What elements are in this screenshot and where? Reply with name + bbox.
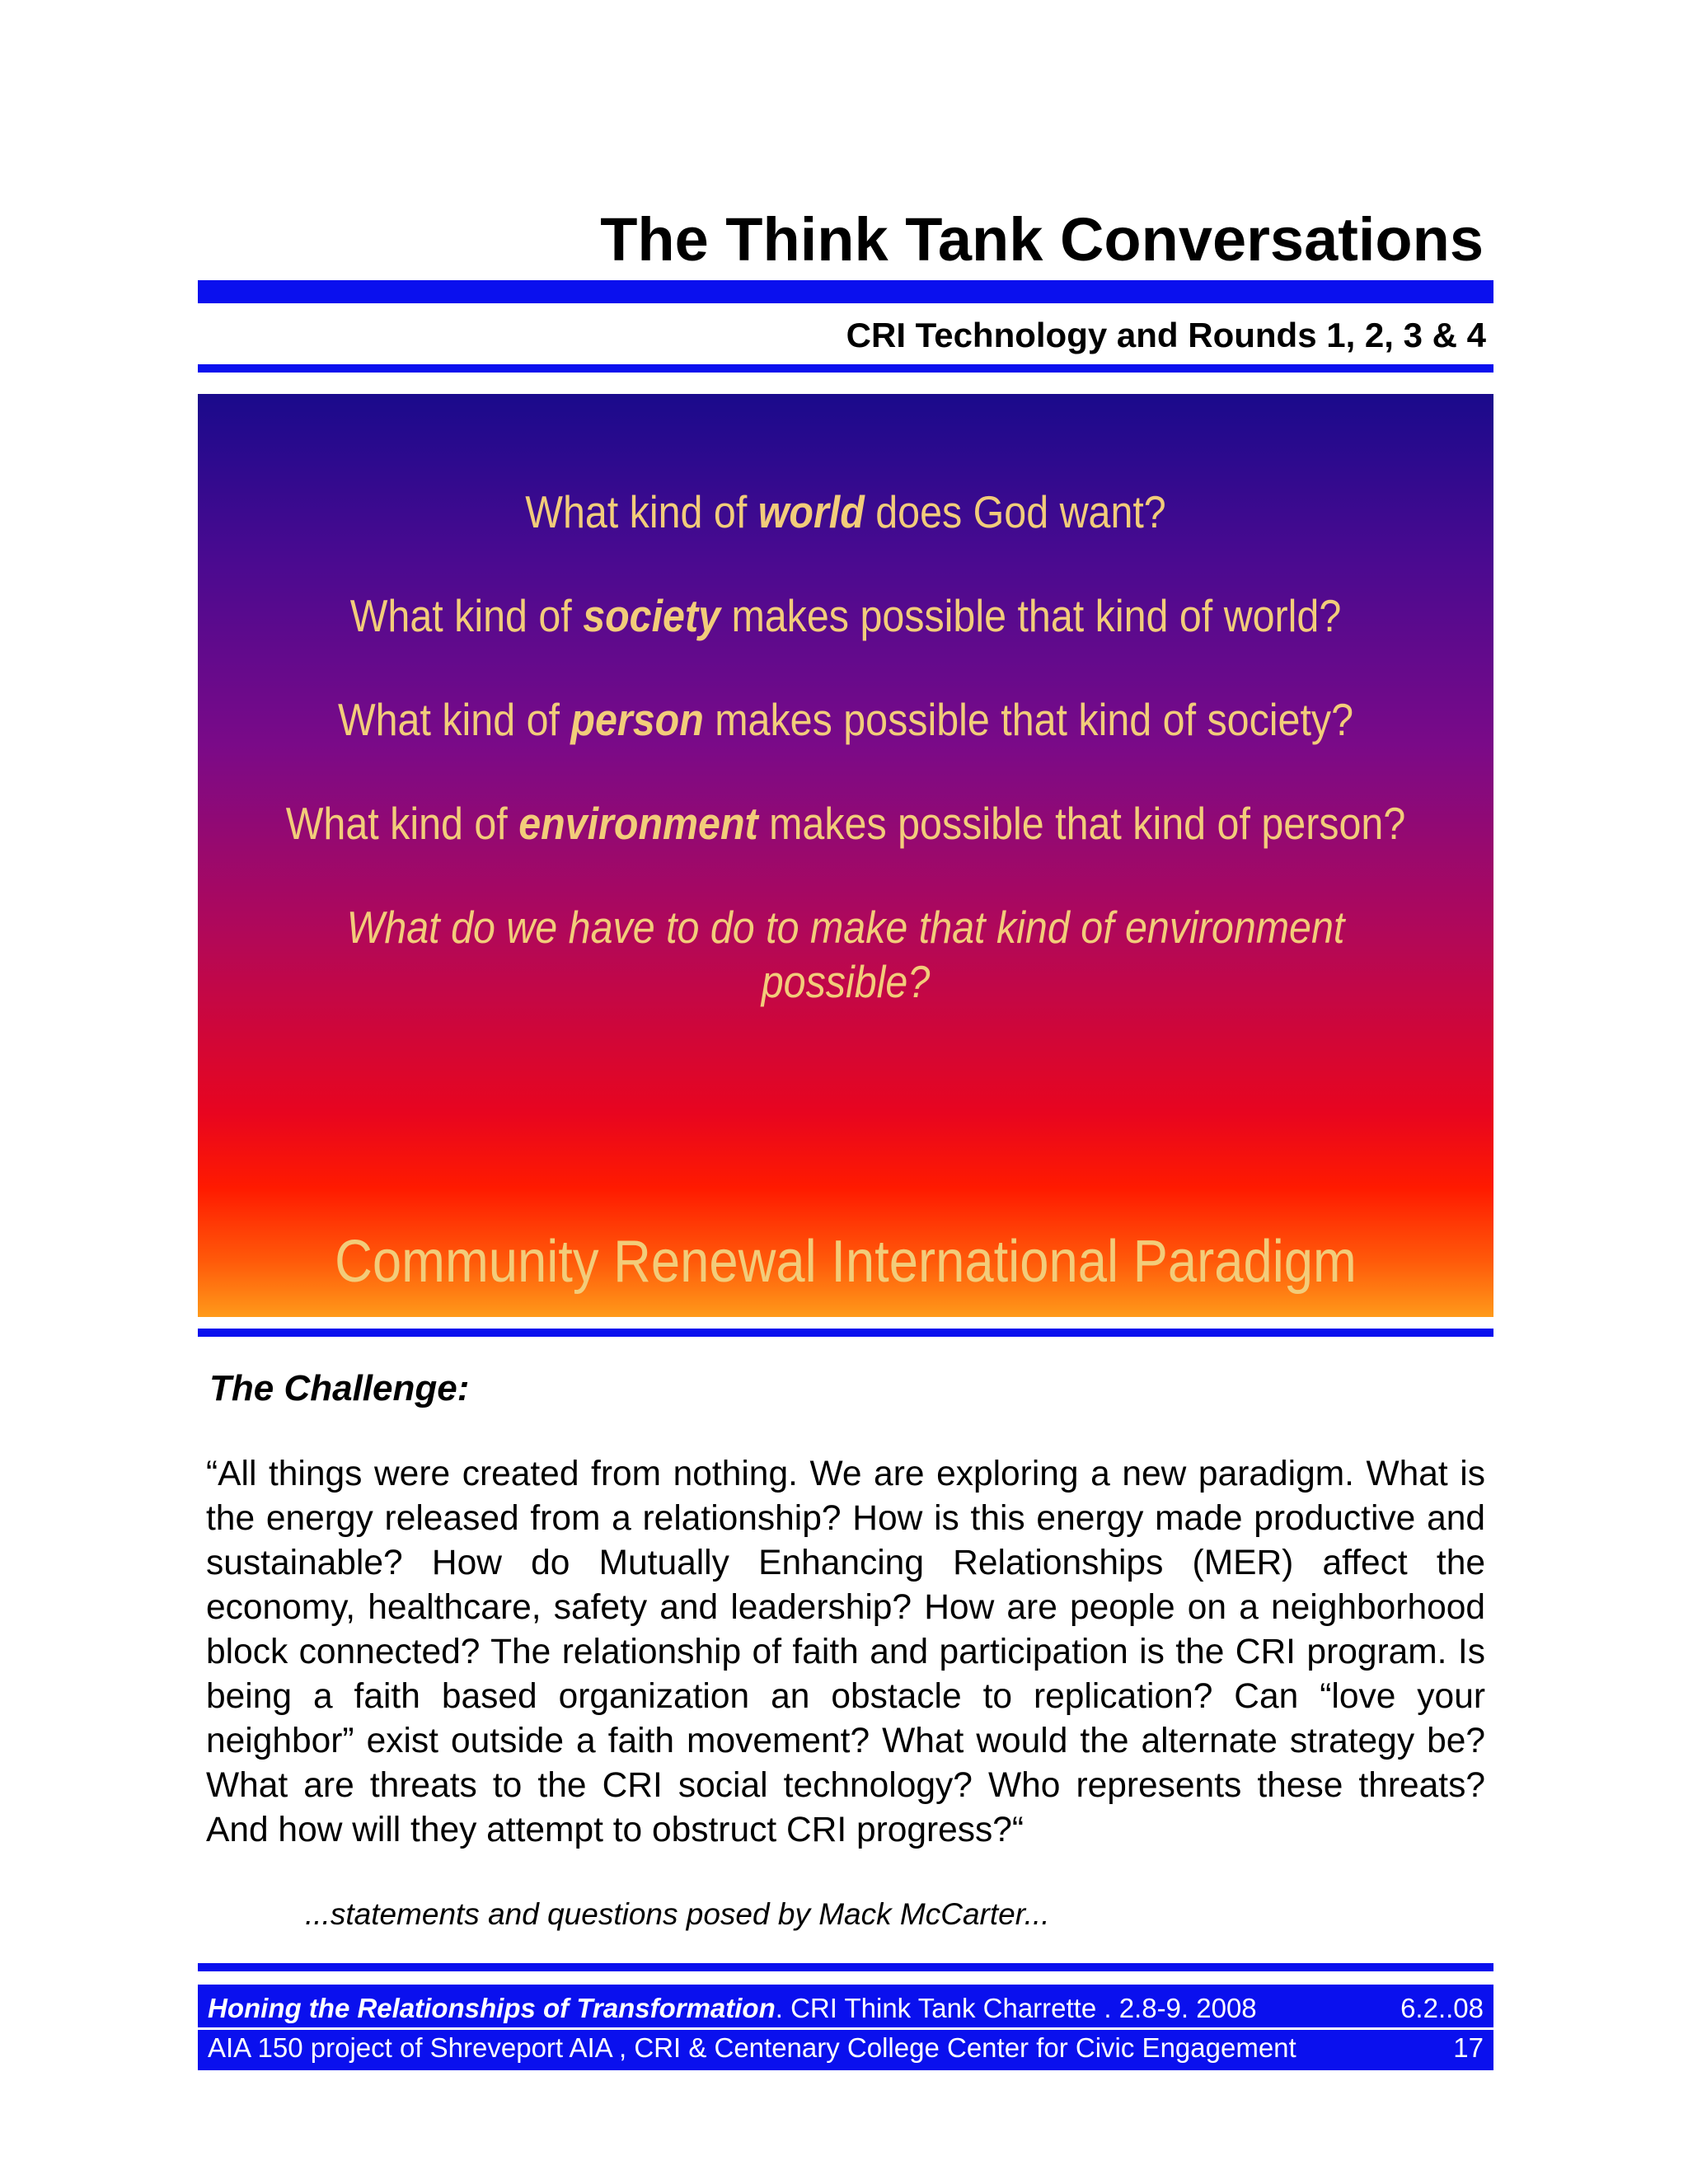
title-rule: [198, 280, 1493, 303]
question-world: [275, 485, 1415, 539]
question-text: What kind of: [349, 590, 584, 641]
question-emphasis: society: [583, 590, 720, 641]
question-text: does God want?: [864, 486, 1166, 537]
question-text: makes possible that kind of society?: [703, 694, 1354, 745]
question-text: What kind of: [285, 798, 519, 849]
page-number: 17: [1453, 2032, 1484, 2063]
question-text: makes possible that kind of person?: [757, 798, 1406, 849]
footer-event: . CRI Think Tank Charrette . 2.8-9. 2008: [775, 1993, 1257, 2023]
footer-date: 6.2..08: [1400, 1993, 1484, 2023]
question-action: What do we have to do to make that kind of environment possible?: [346, 902, 1345, 1007]
question-emphasis: person: [570, 694, 704, 745]
question-text: What kind of: [337, 694, 571, 745]
question-emphasis: world: [757, 486, 865, 537]
question-person: [275, 692, 1415, 747]
subtitle-rule: [198, 364, 1493, 373]
challenge-body: “All things were created from nothing. We are exploring a new paradigm. What is the energy released from a relationship? How is this energy made productive and sustainable? How do Mutually Enhancing Relationships (MER) affect the economy, healthcare, safety and leadership? How are people on a neighborhood block connected? The relationship of faith and participation is the CRI program. Is being a faith based organization an obstacle to replication? Can “love your neighbor” exist outside a faith movement? What would the alternate strategy be? What are threats to the CRI social technology? Who represents these threats? And how will they attempt to obstruct CRI progress?“: [206, 1455, 1485, 1849]
page-subtitle: CRI Technology and Rounds 1, 2, 3 & 4: [846, 316, 1486, 354]
question-text: makes possible that kind of world?: [720, 590, 1342, 641]
paradigm-title: Community Renewal International Paradigm: [335, 1229, 1357, 1295]
footer-publication-title: Honing the Relationships of Transformation: [208, 1993, 776, 2023]
question-emphasis: environment: [518, 798, 758, 849]
footer-row-1: [208, 1990, 1484, 2027]
paradigm-panel: [198, 394, 1493, 1317]
footer-row-2: [208, 2029, 1484, 2067]
footer-credits: AIA 150 project of Shreveport AIA , CRI & Centenary College Center for Civic Engagement: [208, 2032, 1296, 2063]
challenge-heading: The Challenge:: [209, 1368, 470, 1408]
footer-top-rule: [198, 1963, 1493, 1971]
page-title: The Think Tank Conversations: [600, 205, 1484, 274]
question-environment: [275, 796, 1415, 851]
panel-bottom-rule: [198, 1329, 1493, 1337]
attribution: ...statements and questions posed by Mack McCarter...: [305, 1897, 1050, 1931]
question-text: What kind of: [525, 486, 758, 537]
footer: [198, 1985, 1493, 2070]
question-society: [275, 588, 1415, 643]
